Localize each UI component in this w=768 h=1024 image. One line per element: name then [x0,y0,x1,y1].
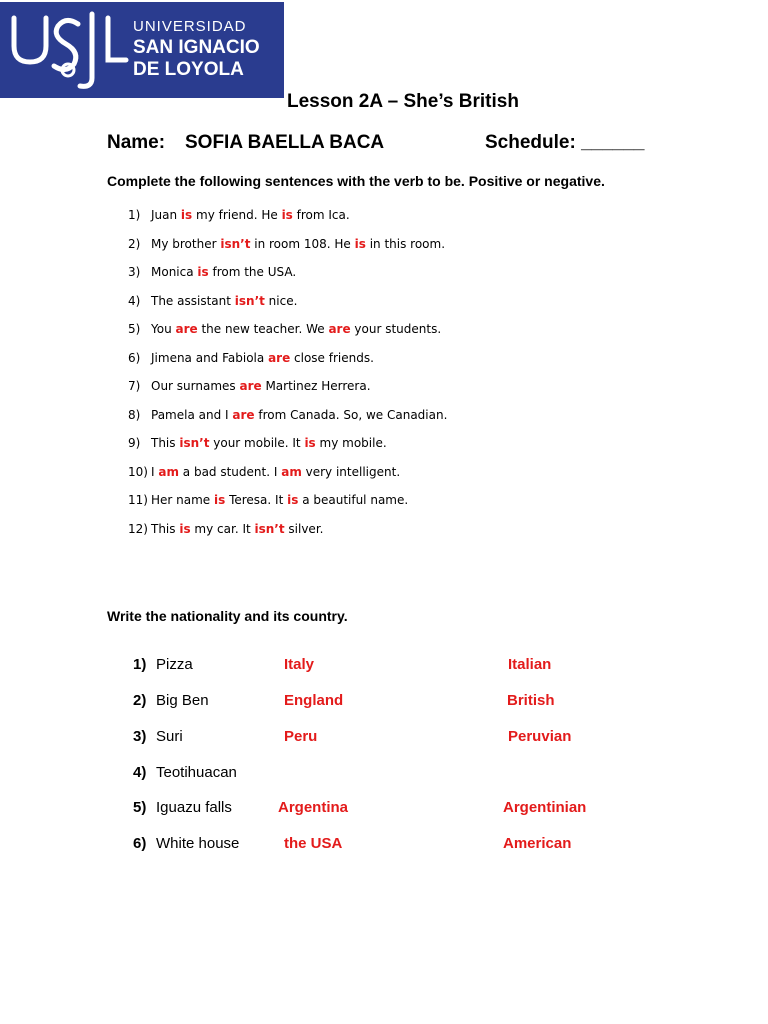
sentence-text: Pamela and I [151,407,233,422]
sentence-item [128,405,447,434]
nationality-row [0,799,768,823]
nationality-answer: Italian [508,656,552,673]
nationality-row [0,656,768,680]
sentence-text: your mobile. It [209,436,305,450]
landmark-item: White house [156,835,240,852]
country-answer: England [284,692,344,709]
item-number: 5) [133,799,147,816]
sentence-number: 4) [128,293,141,308]
instruction-verb-to-be: Complete the following sentences with the verb to be. Positive or negative. [107,173,605,189]
sentence-text: in room 108. He [250,236,355,251]
sentence-text: Her name [151,493,214,507]
sentence-text: Juan [151,208,181,222]
verb-answer: are [175,322,198,336]
sentence-text: Jimena and Fabiola [151,350,269,365]
sentence-text: This [151,436,180,450]
sentence-text: This [151,521,180,536]
landmark-item: Iguazu falls [156,799,232,816]
verb-answer: is [214,493,226,507]
nationality-row [0,728,768,752]
nationality-row [0,764,768,788]
verb-answer: are [232,407,255,422]
verb-answer: are [239,379,262,393]
country-answer: Italy [284,656,315,673]
verb-answer: is [197,265,209,279]
landmark-item: Teotihuacan [156,764,237,781]
item-number: 4) [133,764,147,781]
sentence-number: 8) [128,407,141,422]
verb-answer: is [354,236,366,251]
item-number: 1) [133,656,147,673]
sentence-text: Teresa. It [225,493,288,507]
sentence-text: a beautiful name. [298,493,409,507]
student-name: SOFIA BAELLA BACA [185,132,385,153]
sentence-text: from the USA. [208,265,297,279]
sentence-item [128,348,447,377]
item-number: 6) [133,835,147,852]
sentence-text: Monica [151,265,198,279]
sentence-text: your students. [350,322,442,336]
logo-line-3: DE LOYOLA [133,59,244,80]
verb-answer: isn’t [254,521,285,536]
logo-line-1: UNIVERSIDAD [133,18,247,35]
verb-answer: are [328,322,351,336]
university-logo [0,2,284,98]
sentence-item [128,519,447,548]
sentence-item [128,205,447,234]
verb-answer: are [268,350,291,365]
sentence-text: my car. It [190,521,255,536]
sentence-text: The assistant [151,293,235,308]
nationality-answer: American [503,835,572,852]
lesson-title: Lesson 2A – She’s British [287,91,519,112]
sentence-item [128,433,447,462]
sentence-text: the new teacher. We [197,322,329,336]
sentence-text: my mobile. [315,436,387,450]
sentence-number: 7) [128,379,141,393]
sentence-number: 12) [128,521,148,536]
sentence-text: from Canada. So, we Canadian. [254,407,448,422]
country-answer: the USA [284,835,343,852]
sentence-number: 11) [128,493,148,507]
name-label: Name: [107,132,166,153]
sentence-text: I [151,464,159,479]
verb-answer: is [281,208,293,222]
logo-line-2: SAN IGNACIO [133,37,260,58]
sentence-text: Our surnames [151,379,240,393]
country-answer: Argentina [278,799,349,816]
sentence-text: You [151,322,176,336]
sentence-item [128,319,447,348]
sentence-number: 5) [128,322,141,336]
sentence-text: a bad student. I [178,464,282,479]
sentence-number: 9) [128,436,141,450]
sentence-item [128,490,447,519]
item-number: 2) [133,692,147,709]
sentence-item [128,376,447,405]
verb-answer: am [158,464,179,479]
item-number: 3) [133,728,147,745]
sentence-text: my friend. He [192,208,282,222]
schedule-field: Schedule: ______ [485,132,645,153]
sentence-number: 2) [128,236,141,251]
sentence-item [128,462,447,491]
sentence-text: nice. [264,293,298,308]
verb-answer: is [179,521,191,536]
sentence-text: from Ica. [292,208,350,222]
sentence-text: My brother [151,236,221,251]
sentence-text: silver. [284,521,324,536]
nationality-row [0,692,768,716]
instruction-nationality: Write the nationality and its country. [107,608,348,624]
sentence-text: Martinez Herrera. [261,379,371,393]
verb-answer: isn’t [220,236,251,251]
nationality-answer: British [507,692,555,709]
landmark-item: Suri [156,728,183,745]
verb-answer: isn’t [234,293,265,308]
nationality-answer: Peruvian [508,728,572,745]
sentence-number: 10) [128,464,148,479]
usil-monogram-icon [8,8,130,92]
verb-answer: is [180,208,193,222]
nationality-row [0,835,768,859]
country-answer: Peru [284,728,318,745]
sentence-number: 6) [128,350,141,365]
sentence-list [128,205,447,547]
sentence-text: in this room. [365,236,446,251]
verb-answer: isn’t [179,436,210,450]
sentence-item [128,234,447,263]
sentence-item [128,291,447,320]
sentence-text: very intelligent. [301,464,401,479]
verb-answer: is [304,436,316,450]
verb-answer: am [281,464,302,479]
verb-answer: is [287,493,299,507]
nationality-answer: Argentinian [503,799,587,816]
landmark-item: Big Ben [156,692,209,709]
sentence-number: 3) [128,265,141,279]
sentence-item [128,262,447,291]
sentence-text: close friends. [290,350,374,365]
sentence-number: 1) [128,208,141,222]
landmark-item: Pizza [156,656,193,673]
